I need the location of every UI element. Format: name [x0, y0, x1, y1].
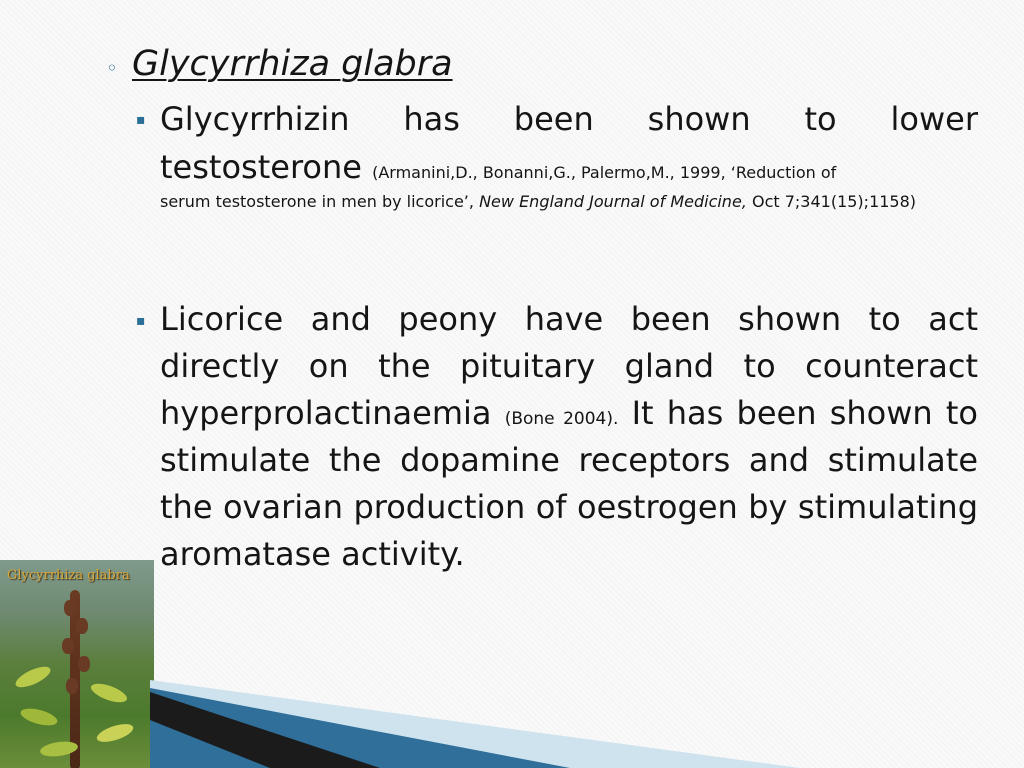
decorative-swoosh: [150, 680, 800, 768]
point-1-line-1: Glycyrrhizin has been shown to lower: [160, 100, 978, 138]
point-2-text-a: Licorice and peony have been shown to act directly on the pituitary gland to counteract hyperprolactinaemia: [160, 300, 978, 432]
seed-pod-shape: [76, 618, 88, 634]
leaf-shape: [95, 720, 135, 745]
heading-row: [106, 44, 453, 84]
licorice-plant-photo: [0, 560, 154, 768]
point-1-lead: testosterone: [160, 148, 362, 186]
point-2-citation: (Bone 2004).: [504, 409, 619, 429]
point-1-citation-mid: serum testosterone in men by licorice’,: [160, 192, 474, 211]
square-bullet-icon: ▪: [136, 313, 146, 329]
seed-pod-shape: [66, 678, 78, 694]
square-bullet-icon: ▪: [136, 112, 146, 128]
bullet-point-1: [160, 95, 978, 217]
point-1-citation-start: (Armanini,D., Bonanni,G., Palermo,M., 1999, ‘Reduction of: [372, 163, 837, 182]
slide-heading: Glycyrrhiza glabra: [132, 44, 453, 84]
leaf-shape: [89, 680, 129, 706]
point-2-text-b: It has been shown to stimulate the dopamine receptors and stimulate the ovarian production of oestrogen by stimulating aromatase activity.: [160, 394, 979, 573]
leaf-shape: [13, 663, 53, 692]
ring-bullet-icon: ◦: [106, 56, 118, 80]
leaf-shape: [19, 705, 59, 728]
seed-pod-shape: [78, 656, 90, 672]
seed-pod-shape: [62, 638, 74, 654]
bullet-point-2: [160, 296, 978, 578]
point-1-citation-end: Oct 7;341(15);1158): [751, 192, 917, 211]
point-1-citation: [160, 187, 978, 217]
seed-pod-shape: [64, 600, 76, 616]
photo-caption: Glycyrrhiza glabra: [7, 568, 130, 583]
point-1-citation-journal: New England Journal of Medicine,: [479, 192, 747, 211]
